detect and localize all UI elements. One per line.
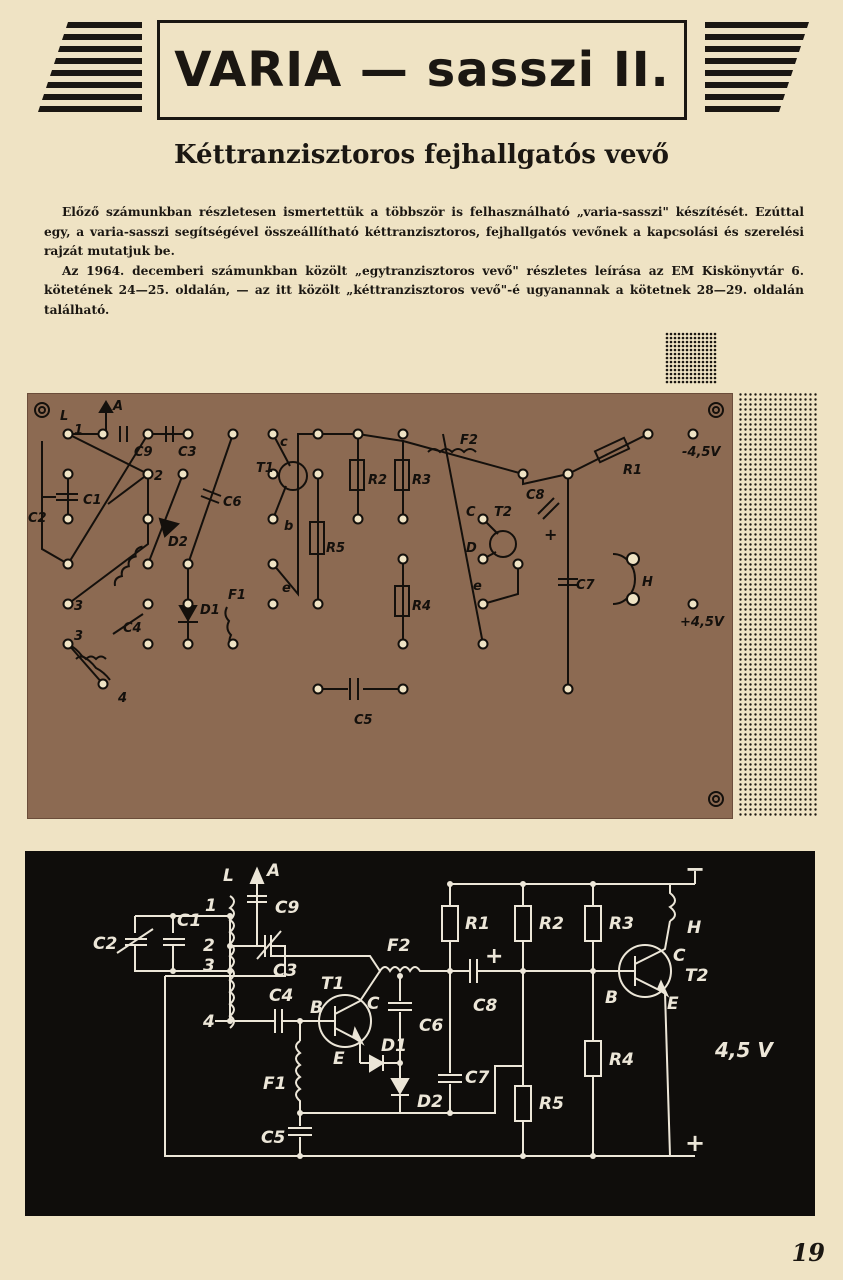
schem-label-n4: 4 xyxy=(203,1012,215,1032)
layout-label-C2: C2 xyxy=(28,511,47,526)
schem-label-D1: D1 xyxy=(381,1036,407,1056)
schem-label-plus-c8: + xyxy=(485,944,504,969)
page-number: 19 xyxy=(791,1238,825,1267)
schem-label-R4: R4 xyxy=(609,1050,634,1070)
schem-label-B: B xyxy=(310,998,323,1018)
layout-label-F2: F2 xyxy=(460,433,478,448)
schem-label-E: E xyxy=(333,1049,345,1069)
layout-label-C9: C9 xyxy=(134,445,153,460)
schem-label-n3: 3 xyxy=(203,956,215,976)
schem-label-C-t2: C xyxy=(673,946,686,966)
layout-label-T2: T2 xyxy=(494,505,512,520)
title-stripes-right xyxy=(705,22,809,120)
schem-label-R2: R2 xyxy=(539,914,564,934)
halftone-decoration-small xyxy=(665,332,717,384)
layout-label-T1: T1 xyxy=(256,461,274,476)
page-title: VARIA — sasszi II. xyxy=(174,42,670,98)
halftone-decoration-large xyxy=(738,392,818,817)
layout-drawing xyxy=(28,394,734,820)
layout-label-plus-voltage: +4,5V xyxy=(680,615,724,630)
intro-text xyxy=(44,203,804,320)
schem-label-R3: R3 xyxy=(609,914,634,934)
schem-label-B-t2: B xyxy=(605,988,618,1008)
layout-label-n1: 1 xyxy=(74,423,84,438)
schem-label-D2: D2 xyxy=(417,1092,443,1112)
schem-label-n2: 2 xyxy=(203,936,215,956)
title-box xyxy=(157,20,687,120)
layout-label-A: A xyxy=(113,399,124,414)
schem-label-L: L xyxy=(223,866,234,886)
layout-label-R1: R1 xyxy=(623,463,643,478)
schem-label-R5: R5 xyxy=(539,1094,564,1114)
schem-label-R1: R1 xyxy=(465,914,490,934)
layout-label-minus-voltage: -4,5V xyxy=(682,445,721,460)
schem-label-C2: C2 xyxy=(93,934,118,954)
layout-label-L: L xyxy=(60,409,69,424)
layout-label-plus: + xyxy=(544,525,558,544)
layout-label-R2: R2 xyxy=(368,473,388,488)
schem-label-voltage: 4,5 V xyxy=(715,1038,773,1062)
intro-paragraph-1: Előző számunkban részletesen ismertettük a többször is felhasználható „varia-sasszi" készítését. Ezúttal egy, a varia-sasszi segítségével összeállítható kéttranzisztoros, fejhallgatós vevőnek a kapcsolási és szerelési rajzát mutatjuk be. xyxy=(44,205,804,258)
schem-label-C1: C1 xyxy=(177,911,202,931)
layout-label-n2: 2 xyxy=(154,469,164,484)
schem-label-C8: C8 xyxy=(473,996,498,1016)
schem-label-E-t2: E xyxy=(667,994,679,1014)
layout-label-n3b: 3 xyxy=(74,629,84,644)
schem-label-n1: 1 xyxy=(205,896,217,916)
layout-label-e2: e xyxy=(473,579,482,594)
layout-label-D1: D1 xyxy=(200,603,220,618)
schem-label-H: H xyxy=(687,918,702,938)
schem-label-C7: C7 xyxy=(465,1068,490,1088)
layout-label-C8: C8 xyxy=(526,488,545,503)
layout-label-C1: C1 xyxy=(83,493,102,508)
layout-label-e: e xyxy=(282,581,291,596)
layout-label-C5: C5 xyxy=(354,713,373,728)
schem-label-plus: + xyxy=(685,1129,706,1157)
title-stripes-left xyxy=(38,22,142,120)
circuit-schematic xyxy=(25,851,815,1216)
schem-label-F2: F2 xyxy=(387,936,411,956)
layout-label-C: C xyxy=(466,505,476,520)
layout-label-F1: F1 xyxy=(228,588,246,603)
layout-label-b: b xyxy=(284,519,294,534)
schem-label-F1: F1 xyxy=(263,1074,287,1094)
schem-label-C4: C4 xyxy=(269,986,294,1006)
layout-label-C7: C7 xyxy=(576,578,595,593)
schem-label-C5: C5 xyxy=(261,1128,286,1148)
layout-label-C4: C4 xyxy=(123,621,142,636)
layout-label-C6: C6 xyxy=(223,495,242,510)
schematic-drawing xyxy=(25,851,815,1216)
schem-label-C9: C9 xyxy=(275,898,300,918)
schem-label-C6: C6 xyxy=(419,1016,444,1036)
article-subtitle: Kéttranzisztoros fejhallgatós vevő xyxy=(174,140,669,170)
layout-label-R4: R4 xyxy=(412,599,432,614)
layout-label-D: D xyxy=(466,541,477,556)
layout-label-C3: C3 xyxy=(178,445,197,460)
schem-label-C3: C3 xyxy=(273,961,298,981)
schem-label-A: A xyxy=(267,861,281,881)
layout-label-R3: R3 xyxy=(412,473,432,488)
layout-label-R5: R5 xyxy=(326,541,346,556)
intro-paragraph-2: Az 1964. decemberi számunkban közölt „egytranzisztoros vevő" részletes leírása az EM Kiskönyvtár 6. kötetének 24—25. oldalán, — az itt közölt „kéttranzisztoros vevő"-é ugyanannak a kötetnek 28—29. oldalán található. xyxy=(44,263,804,317)
schem-label-C: C xyxy=(367,994,380,1014)
layout-label-D2: D2 xyxy=(168,535,188,550)
schem-label-minus: − xyxy=(685,855,706,883)
layout-label-n4: 4 xyxy=(118,691,128,706)
layout-label-H: H xyxy=(642,575,653,590)
chassis-layout-diagram xyxy=(27,393,733,819)
layout-label-n3: 3 xyxy=(74,599,84,614)
schem-label-T1: T1 xyxy=(321,974,345,994)
schem-label-T2: T2 xyxy=(685,966,709,986)
layout-label-c: c xyxy=(280,435,288,450)
